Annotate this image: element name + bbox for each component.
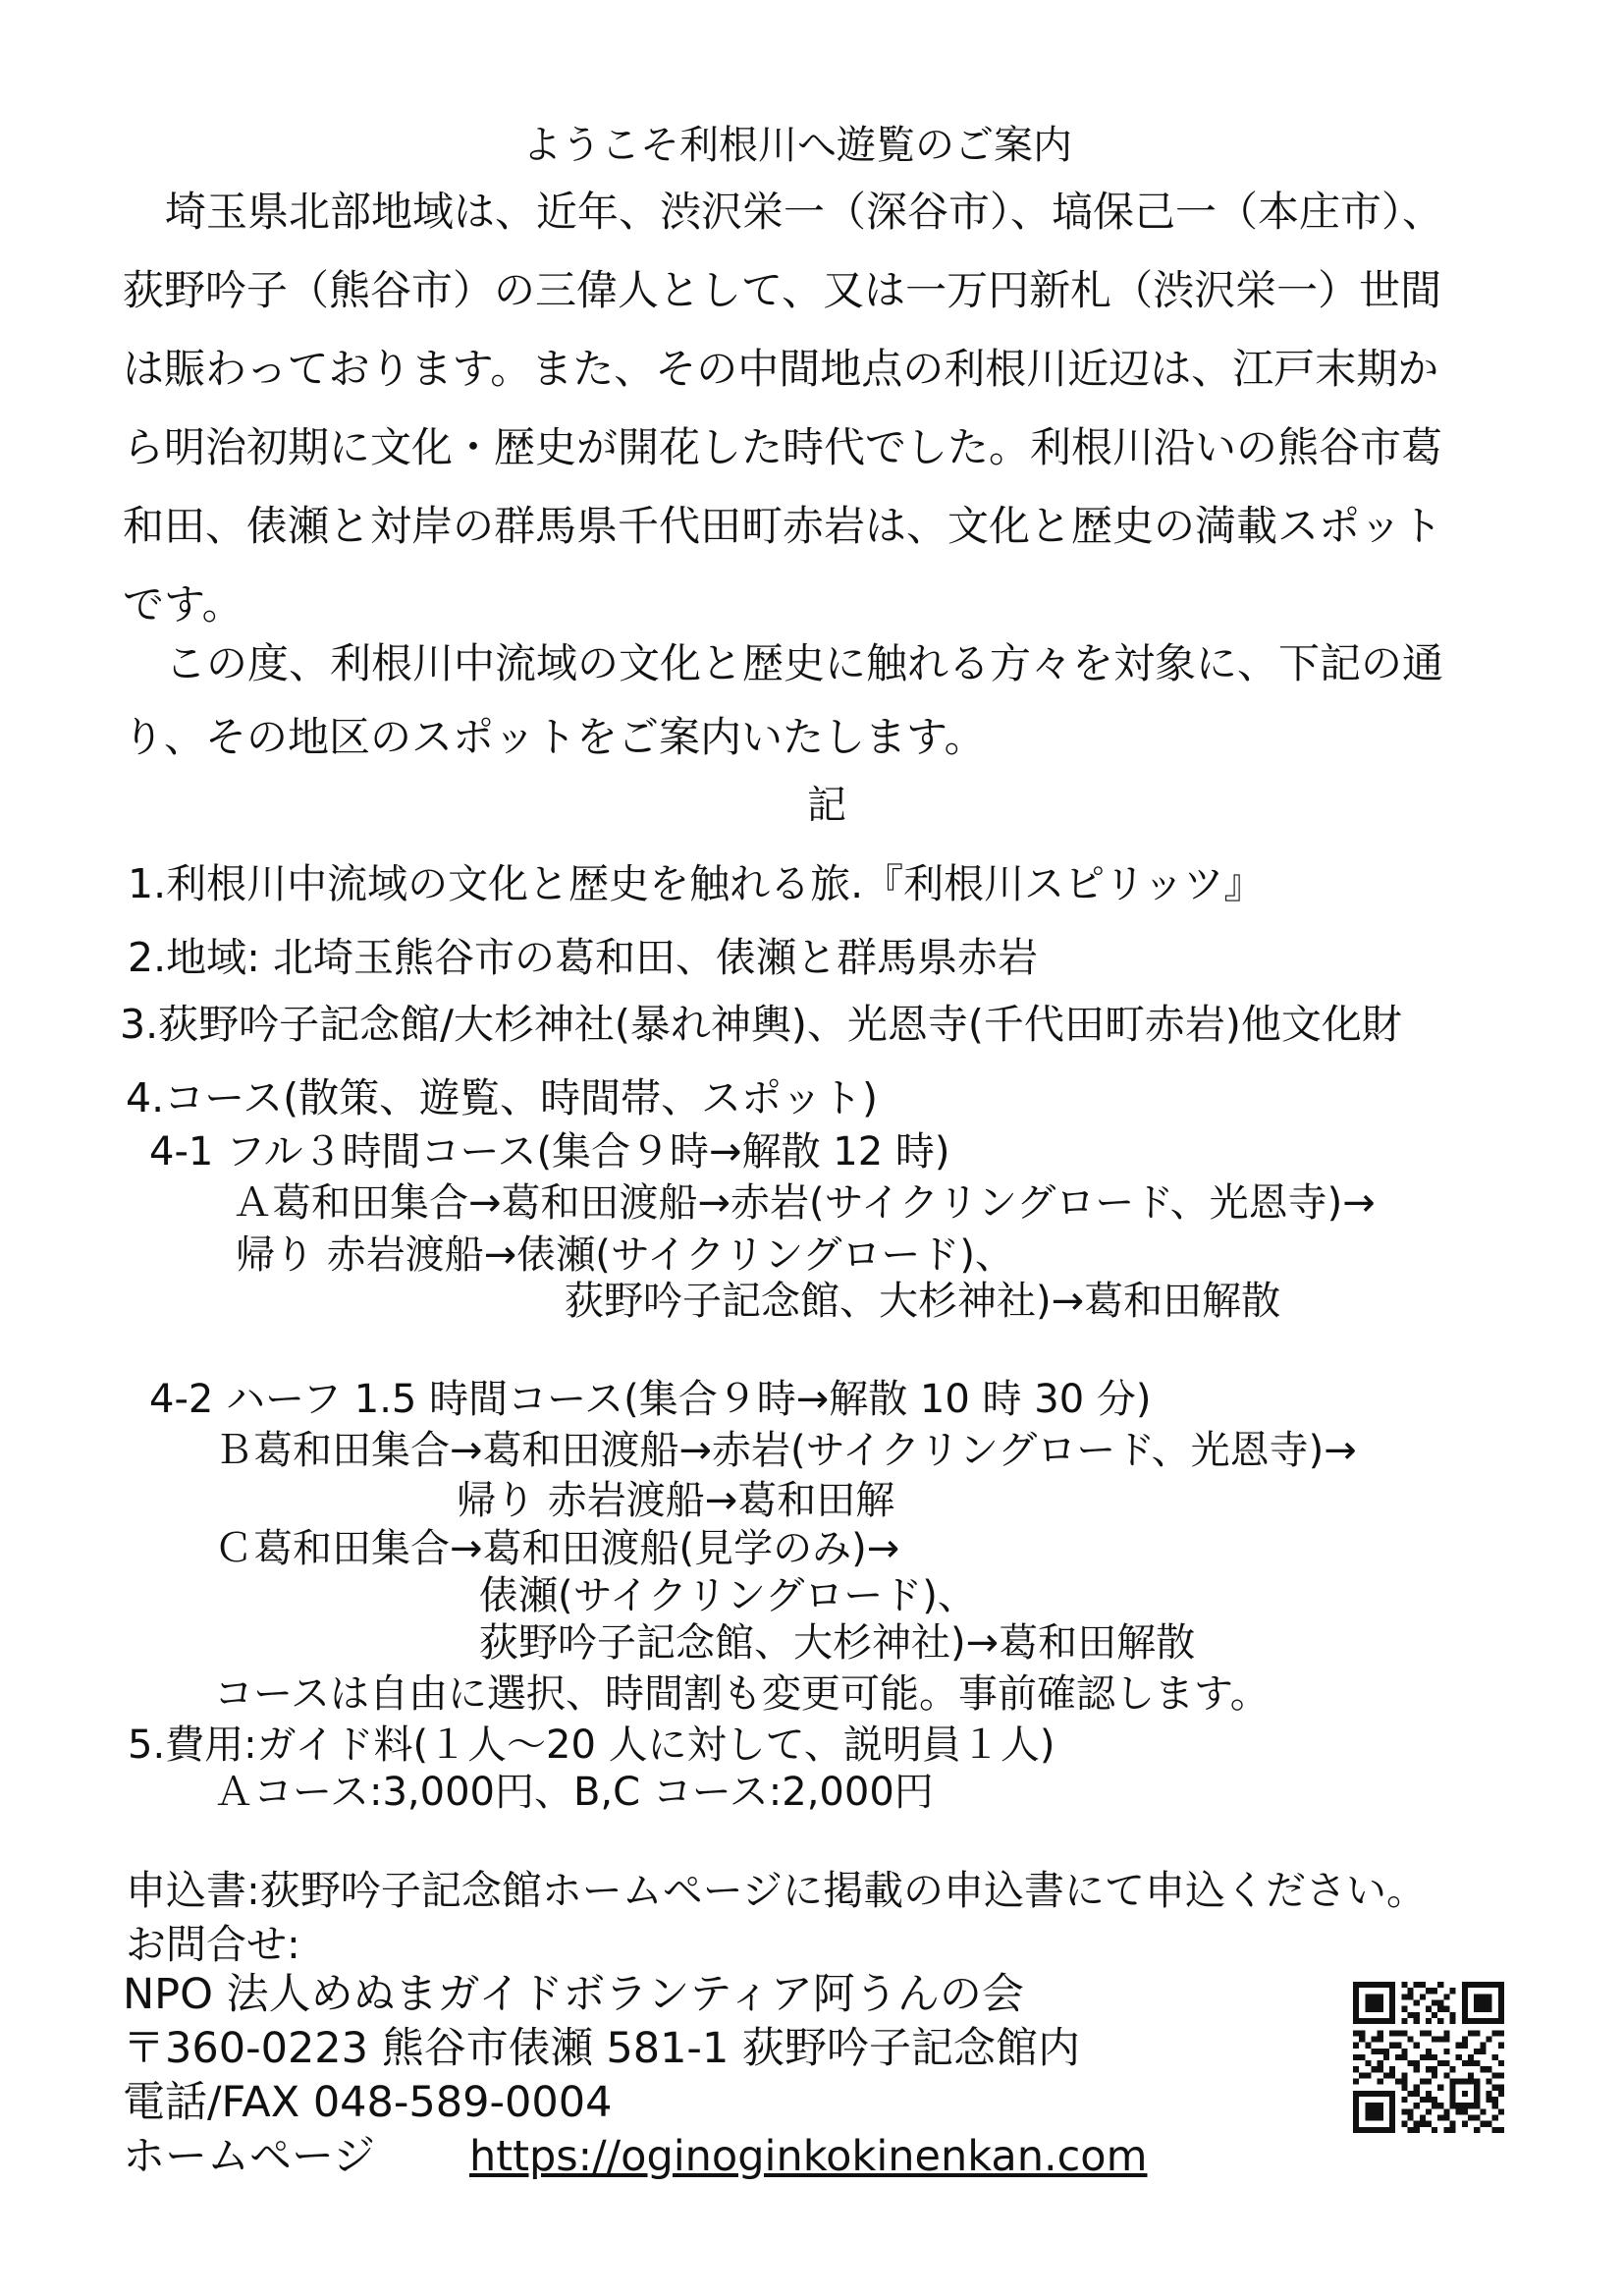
intro-line: 和田、俵瀬と対岸の群馬県千代田町赤岩は、文化と歴史の満載スポット xyxy=(123,502,1443,550)
list-item: 1.利根川中流域の文化と歴史を触れる旅.『利根川スピリッツ』 xyxy=(128,860,1265,907)
course-line: 4-2 ハーフ 1.5 時間コース(集合９時→解散 10 時 30 分) xyxy=(149,1377,1152,1422)
course-line: 荻野吟子記念館、大杉神社)→葛和田解散 xyxy=(565,1279,1281,1324)
course-line: 帰り 赤岩渡船→俵瀬(サイクリングロード)、 xyxy=(236,1232,1015,1278)
course-line: コースは自由に選択、時間割も変更可能。事前確認します。 xyxy=(214,1671,1270,1717)
list-item: 4.コース(散策、遊覧、時間帯、スポット) xyxy=(126,1074,879,1121)
contact-phone: 電話/FAX 048-589-0004 xyxy=(123,2078,613,2127)
apply-note: 申込書:荻野吟子記念館ホームページに掲載の申込書にて申込ください。 xyxy=(126,1867,1427,1914)
intro-line: 荻野吟子（熊谷市）の三偉人として、又は一万円新札（渋沢栄一）世間 xyxy=(123,266,1442,314)
course-line: 5.費用:ガイド料(１人～20 人に対して、説明員１人) xyxy=(128,1722,1055,1768)
course-line: Ｃ葛和田集合→葛和田渡船(見学のみ)→ xyxy=(214,1526,900,1571)
contact-hp-label: ホームページ xyxy=(123,2132,376,2181)
course-line: 帰り 赤岩渡船→葛和田解 xyxy=(457,1478,895,1523)
course-line: Ａコース:3,000円、B,C コース:2,000円 xyxy=(214,1770,934,1815)
qr-code-icon xyxy=(1353,1982,1504,2133)
intro-line: は賑わっております。また、その中間地点の利根川近辺は、江戸末期か xyxy=(123,345,1439,393)
course-line: 4-1 フル３時間コース(集合９時→解散 12 時) xyxy=(149,1129,950,1175)
list-item: 3.荻野吟子記念館/大杉神社(暴れ神輿)、光恩寺(千代田町赤岩)他文化財 xyxy=(120,1001,1402,1048)
intro-line: です。 xyxy=(123,580,243,629)
intro-line: り、その地区のスポットをご案内いたします。 xyxy=(123,713,986,761)
intro-line: ら明治初期に文化・歴史が開花した時代でした。利根川沿いの熊谷市葛 xyxy=(123,423,1443,471)
intro-line: この度、利根川中流域の文化と歴史に触れる方々を対象に、下記の通 xyxy=(165,639,1444,687)
contact-address: 〒360-0223 熊谷市俵瀬 581-1 荻野吟子記念館内 xyxy=(123,2024,1080,2073)
course-line: 荻野吟子記念館、大杉神社)→葛和田解散 xyxy=(479,1620,1196,1666)
course-line: Ｂ葛和田集合→葛和田渡船→赤岩(サイクリングロード、光恩寺)→ xyxy=(214,1428,1357,1473)
intro-line: 埼玉県北部地域は、近年、渋沢栄一（深谷市）、塙保己一（本庄市）、 xyxy=(165,188,1444,236)
page-title: ようこそ利根川へ遊覧のご案内 xyxy=(522,123,1072,168)
ki-heading: 記 xyxy=(807,783,846,828)
contact-org: NPO 法人めぬまガイドボランティア阿うんの会 xyxy=(123,1970,1024,2019)
contact-heading: お問合せ: xyxy=(126,1921,300,1968)
course-line: Ａ葛和田集合→葛和田渡船→赤岩(サイクリングロード、光恩寺)→ xyxy=(233,1180,1376,1226)
course-line: 俵瀬(サイクリングロード)、 xyxy=(479,1573,977,1618)
list-item: 2.地域: 北埼玉熊谷市の葛和田、俵瀬と群馬県赤岩 xyxy=(128,934,1038,981)
homepage-link[interactable]: https://oginoginkokinenkan.com xyxy=(469,2132,1148,2181)
